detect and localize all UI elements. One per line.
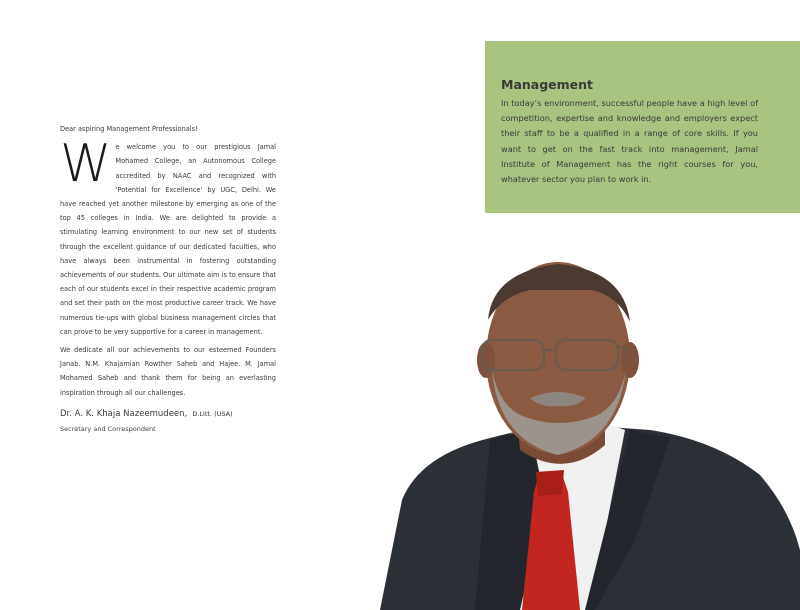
signatory-name: Dr. A. K. Khaja Nazeemudeen, — [60, 409, 188, 419]
welcome-letter — [60, 122, 276, 404]
portrait-photo — [380, 250, 800, 610]
drop-cap: W — [60, 134, 112, 195]
tie-knot — [536, 470, 564, 496]
signatory-title: Secretary and Correspondent — [60, 425, 156, 433]
signatory-degree: D.Litt. (USA) — [192, 410, 233, 418]
management-body: In today’s environment, successful people have a high level of competition, expertise and knowledge and employers expect their staff to be a qualified in a range of core skills. If you want to get on the fast track into management, Jamal Institute of Management has the right courses for you, whatever sector you plan to work in. — [501, 98, 758, 185]
signature-block — [60, 401, 290, 433]
letter-greeting: Dear aspiring Management Professionals! — [60, 125, 198, 133]
letter-paragraph-2: We dedicate all our achievements to our esteemed Founders Janab. N.M. Khajamian Rowther Saheb and Hajee. M. Jamal Mohamed Saheb and thank them for being an everlasting inspiration through all our challenges. — [60, 346, 276, 397]
signature-line — [60, 401, 290, 420]
management-box — [485, 41, 800, 213]
management-title: Management — [501, 77, 594, 92]
letter-paragraph-1-text: e welcome you to our prestigious Jamal Mohamed College, an Autonomous College accredited by NAAC and recognized with ‘Potential for Excellence’ by UGC, Delhi. We have reached yet another milestone by emerging as one of the top 45 colleges in India. We are delighted to provide a stimulating learning environment to our new set of students through the excellent guidance of our dedicated faculties, who have always been instrumental in fostering outstanding achievements of our students. Our ultimate aim is to ensure that each of our students excel in their respective academic program and set their path on the most productive career track. We have numerous tie-ups with global business management circles that can prove to be very supportive for a career in management. — [60, 143, 276, 336]
letter-paragraph-1 — [60, 134, 276, 339]
